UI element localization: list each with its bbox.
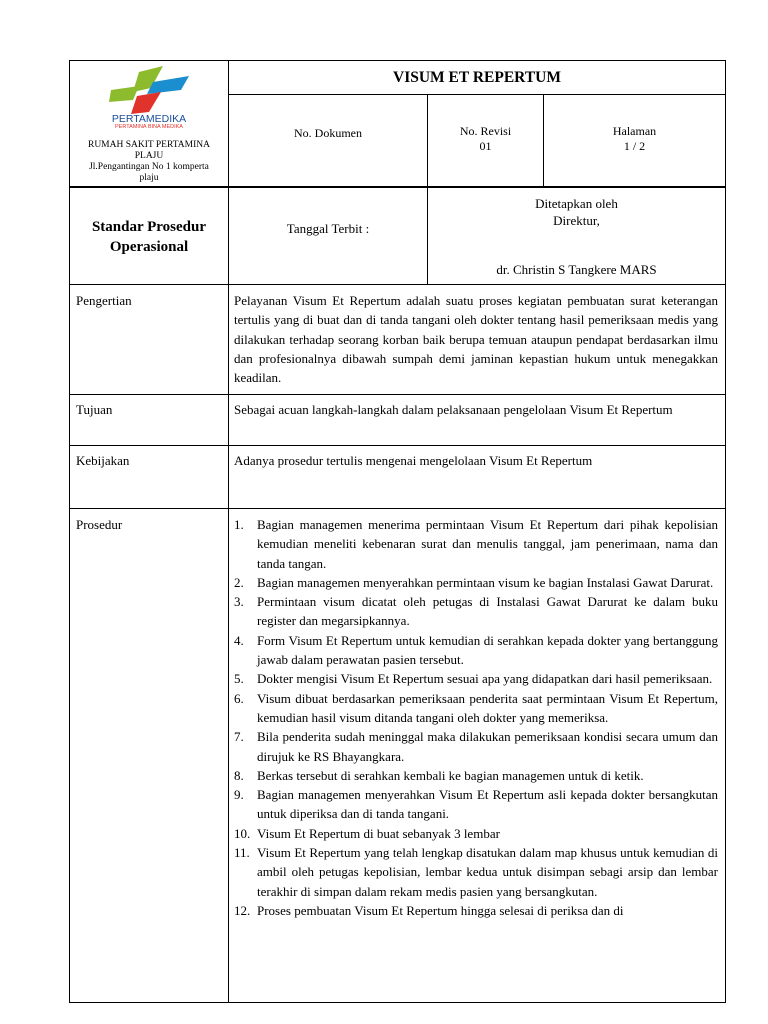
step-number: 8. <box>234 767 244 783</box>
step-text: Bagian managemen menyerahkan permintaan visum ke bagian Instalasi Gawat Darurat. <box>257 574 714 590</box>
divider <box>228 94 725 95</box>
step-text: Bagian managemen menerima permintaan Visum Et Repertum dari pihak kepolisian kemudian meneliti kebenaran surat dan menulis tanggal, jam penerimaan, nama dan tanda tangan. <box>257 517 718 571</box>
doc-number-label: No. Dokumen <box>294 126 362 140</box>
procedure-step <box>234 631 718 670</box>
org-address-line2: plaju <box>139 173 159 183</box>
step-text: Visum dibuat berdasarkan pemeriksaan penderita saat permintaan Visum Et Repertum, kemudian hasil visum ditanda tangani oleh dokter yang memeriksa. <box>257 690 718 725</box>
step-number: 6. <box>234 690 244 706</box>
approval-line1: Ditetapkan oleh <box>535 196 618 211</box>
procedure-step <box>234 515 718 573</box>
logo-tagline: PERTAMINA BINA MEDIKA <box>115 124 183 130</box>
step-number: 1. <box>234 517 244 532</box>
procedure-steps <box>234 515 718 920</box>
step-text: Bila penderita sudah meninggal maka dilakukan pemeriksaan kondisi secara umum dan dirujuk ke RS Bhayangkara. <box>257 729 718 764</box>
sop-label-line2: Operasional <box>109 239 189 255</box>
step-text: Berkas tersebut di serahkan kembali ke bagian managemen untuk di ketik. <box>257 767 644 783</box>
procedure-step <box>234 727 718 766</box>
logo-brand: PERTAMEDIKA <box>111 113 187 125</box>
procedure-step <box>234 901 718 920</box>
procedure-step <box>234 592 718 631</box>
org-name-line1: RUMAH SAKIT PERTAMINA <box>87 140 210 150</box>
pengertian-label: Pengertian <box>76 293 132 308</box>
pengertian-text: Pelayanan Visum Et Repertum adalah suatu proses kegiatan pembuatan surat keterangan tertulis yang di buat dan di tanda tangani oleh dokter tentang hasil pemeriksaan medis yang dilakukan terhadap seorang korban baik berupa temuan ataupun pendapat berdasarkan ilmu dan profesionalnya dibawah sumpah demi jaminan kepastian hukum untuk menegakkan keadilan. <box>234 293 718 386</box>
step-text: Proses pembuatan Visum Et Repertum hingga selesai di periksa dan di <box>257 902 624 918</box>
divider <box>228 508 229 1003</box>
step-text: Form Visum Et Repertum untuk kemudian di serahkan kepada dokter yang bertanggung jawab dalam perawatan pasien tersebut. <box>257 632 718 668</box>
org-name-line2: PLAJU <box>134 151 164 161</box>
step-text: Dokter mengisi Visum Et Repertum sesuai apa yang didapatkan dari hasil pemeriksaan. <box>257 671 713 687</box>
step-number: 5. <box>234 671 244 687</box>
procedure-step <box>234 766 718 785</box>
step-text: Bagian managemen menyerahkan Visum Et Repertum asli kepada dokter bersangkutan untuk diperiksa dan di tanda tangani. <box>257 787 718 822</box>
approval-line2: Direktur, <box>553 213 600 228</box>
procedure-step <box>234 785 718 824</box>
procedure-step <box>234 689 718 728</box>
divider <box>228 394 229 446</box>
procedure-step <box>234 669 718 688</box>
step-text: Permintaan visum dicatat oleh petugas di Instalasi Gawat Darurat ke dalam buku register dan megarsipkannya. <box>257 594 718 629</box>
step-number: 11. <box>234 845 250 861</box>
procedure-step <box>234 843 718 901</box>
document-title: VISUM ET REPERTUM <box>393 69 561 86</box>
tujuan-label: Tujuan <box>76 402 113 417</box>
issue-date-label: Tanggal Terbit : <box>286 221 370 236</box>
step-number: 10. <box>234 825 251 841</box>
step-number: 3. <box>234 594 244 610</box>
sop-label-line1: Standar Prosedur <box>91 219 207 235</box>
step-number: 7. <box>234 729 244 745</box>
revision-value: 01 <box>479 139 492 153</box>
revision-label: No. Revisi <box>459 124 512 138</box>
org-address-line1: Jl.Pengantingan No 1 komperta <box>89 162 209 172</box>
kebijakan-label: Kebijakan <box>76 453 130 468</box>
step-number: 4. <box>234 632 244 648</box>
page-value: 1 / 2 <box>623 139 646 153</box>
director-name: dr. Christin S Tangkere MARS <box>496 262 657 277</box>
prosedur-label: Prosedur <box>76 517 123 532</box>
divider <box>228 284 229 395</box>
tujuan-text: Sebagai acuan langkah-langkah dalam pelaksanaan pengelolaan Visum Et Repertum <box>234 402 673 417</box>
page-label: Halaman <box>612 124 657 138</box>
kebijakan-text: Adanya prosedur tertulis mengenai mengelolaan Visum Et Repertum <box>234 453 593 468</box>
procedure-step <box>234 824 718 843</box>
step-number: 12. <box>234 902 251 918</box>
divider <box>228 445 229 509</box>
procedure-step <box>234 573 718 592</box>
step-text: Visum Et Repertum di buat sebanyak 3 lembar <box>257 825 500 841</box>
step-number: 2. <box>234 574 244 590</box>
step-text: Visum Et Repertum yang telah lengkap disatukan dalam map khusus untuk kemudian di ambil oleh petugas kepolisian, lembar kedua untuk disimpan sebagi arsip dan lembar terakhir di simpan dalam rekam medis pasien yang bersangkutan. <box>257 845 718 899</box>
step-number: 9. <box>234 787 244 803</box>
